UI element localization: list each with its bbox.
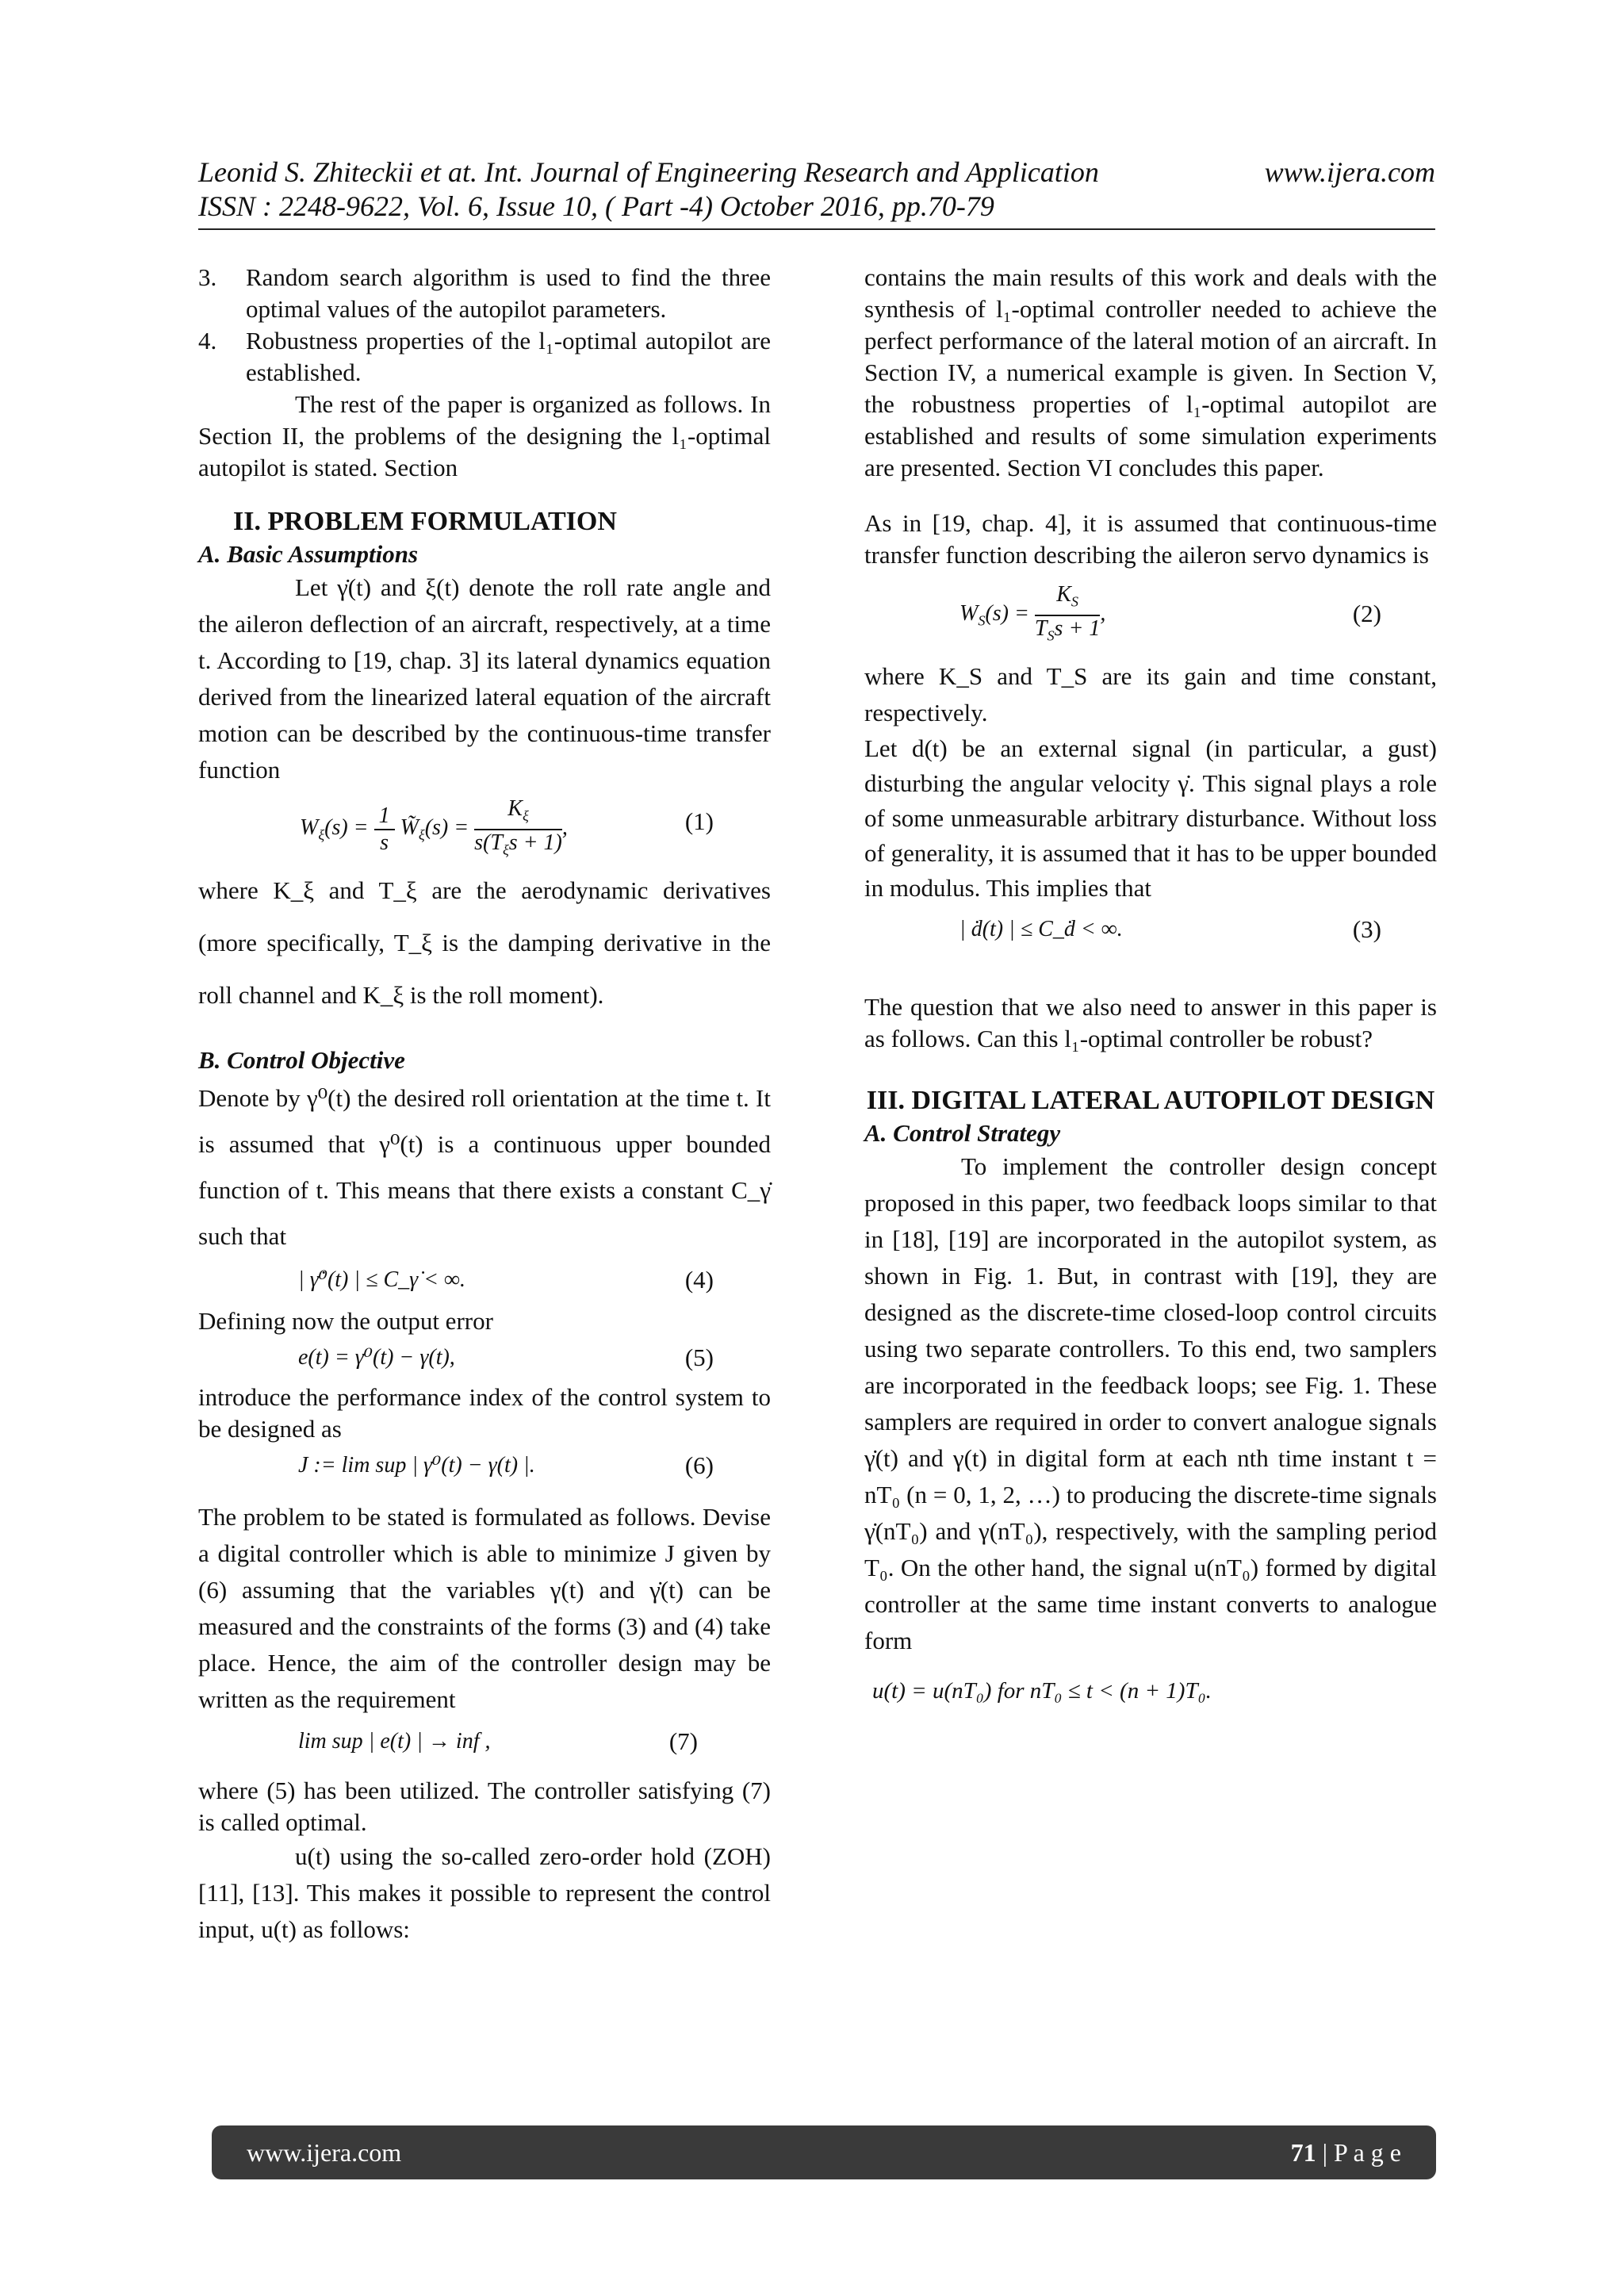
paragraph: As in [19, chap. 4], it is assumed that continuous-time transfer function describing the aileron servo dynamics is (864, 509, 1437, 569)
paragraph: contains the main results of this work and deals with the synthesis of l₁-optimal controller needed to achieve the perfect performance of the lateral motion of an aircraft. In Section IV, a numerical example is given. In Section V, the robustness properties of l₁-optimal autopilot are established and results of some simulation experiments are presented. Section VI concludes this paper. (864, 263, 1437, 481)
paragraph: To implement the controller design concept proposed in this paper, two feedback loops similar to that in [18], [19] are incorporated in the autopilot system, as shown in Fig. 1. But, in contrast with [19], they are designed as the discrete-time closed-loop control circuits using two separate controllers. To this end, two samplers are incorporated in the feedback loops; see Fig. 1. These samplers are required in order to convert analogue signals γ̇(t) and γ(t) in digital form at each nth time instant t = nT₀ (n = 0, 1, 2, …) to producing the discrete-time signals γ̇(nT₀) and γ(nT₀), respectively, with the sampling period T₀. On the other hand, the signal u(nT₀) formed by digital controller at the same time instant converts to analogue form (864, 1152, 1437, 1654)
equation-6: J := lim sup | γ⁰(t) − γ(t) |. (6) (298, 1451, 714, 1479)
page-footer (212, 2125, 1436, 2179)
paragraph: where (5) has been utilized. The controller satisfying (7) is called optimal. (198, 1777, 771, 1836)
paragraph: Let γ̇(t) and ξ(t) denote the roll rate angle and the aileron deflection of an aircraft, respectively, at a time t. According to [19, chap. 3] its lateral dynamics equation derived from the linearized lateral equation of the aircraft motion can be described by the continuous-time transfer function (198, 573, 771, 784)
paragraph: The problem to be stated is formulated as follows. Devise a digital controller which is able to minimize J given by (6) assuming that the variables γ(t) and γ̇(t) can be measured and the constraints of the forms (3) and (4) take place. Hence, the aim of the controller design may be written as the requirement (198, 1503, 771, 1713)
section-heading: III. DIGITAL LATERAL AUTOPILOT DESIGN (866, 1086, 1435, 1115)
paragraph: The rest of the paper is organized as follows. In Section II, the problems of the designing the l₁-optimal autopilot is stated. Section (198, 390, 771, 481)
paragraph: The question that we also need to answer in this paper is as follows. Can this l₁-optimal controller be robust? (864, 993, 1437, 1052)
equation-7: lim sup | e(t) | → inf , (7) (298, 1727, 698, 1755)
paragraph: u(t) using the so-called zero-order hold (ZOH) [11], [13]. This makes it possible to represent the control input, u(t) as follows: (198, 1842, 771, 1943)
equation-2: $W_S(s)$ = $\frac{K_S}{T_Ss + 1}$ , (2) (959, 582, 1381, 644)
paragraph: where K_S and T_S are its gain and time constant, respectively. (864, 662, 1437, 726)
paragraph: Denote by γ⁰(t) the desired roll orientation at the time t. It is assumed that γ⁰(t) is a continuous upper bounded function of t. This means that there exists a constant C_γ̇ such that (198, 1084, 771, 1250)
paragraph: introduce the performance index of the control system to be designed as (198, 1383, 771, 1443)
journal-url[interactable]: www.ijera.com (1264, 156, 1435, 188)
equation-4: | γ̇⁰(t) | ≤ C_γ̇ < ∞. (4) (298, 1266, 714, 1294)
list-item: 4. Robustness properties of the l₁-optimal autopilot are established. (198, 327, 771, 386)
right-column (864, 262, 1437, 1715)
page-number: 71 | P a g e (1290, 2137, 1401, 2167)
equation-number: (1) (684, 807, 714, 835)
subsection-heading: A. Basic Assumptions (198, 540, 419, 568)
paragraph: Let d(t) be an external signal (in particular, a gust) disturbing the angular velocity γ̇. This signal plays a role of some unmeasurable arbitrary disturbance. Without loss of generality, it is assumed that it has to be upper bounded in modulus. This implies that (864, 734, 1437, 902)
section-heading: II. PROBLEM FORMULATION (233, 507, 617, 536)
equation-8: u(t) = u(nT₀) for nT₀ ≤ t < (n + 1)T₀. (872, 1678, 1212, 1704)
equation-number: (2) (1352, 600, 1381, 627)
journal-citation: Leonid S. Zhiteckii et at. Int. Journal of Engineering Research and Application (198, 156, 1099, 188)
equation-1: $W_\xi(s)$ = $\frac{1}{s}$ $W̃_\xi(s)$ = $\frac{K_\xi}{s(T_\xi s + 1)}$ , (1) (300, 796, 714, 858)
equation-3: | ḋ(t) | ≤ C_ḋ < ∞. (3) (959, 915, 1381, 943)
equation-5: e(t) = γ⁰(t) − γ(t), (5) (298, 1343, 714, 1371)
left-column (198, 262, 771, 1948)
list-item: 3. Random search algorithm is used to find the three optimal values of the autopilot parameters. (198, 263, 771, 323)
subsection-heading: B. Control Objective (198, 1046, 405, 1074)
issn-line: ISSN : 2248-9622, Vol. 6, Issue 10, ( Part -4) October 2016, pp.70-79 (198, 190, 994, 222)
paragraph: where K_ξ and T_ξ are the aerodynamic derivatives (more specifically, T_ξ is the damping derivative in the roll channel and K_ξ is the roll moment). (198, 876, 771, 1009)
header-rule (198, 228, 1435, 230)
running-header (198, 155, 1435, 224)
footer-url[interactable]: www.ijera.com (247, 2137, 402, 2167)
paragraph: Defining now the output error (198, 1307, 493, 1335)
subsection-heading: A. Control Strategy (864, 1119, 1061, 1147)
